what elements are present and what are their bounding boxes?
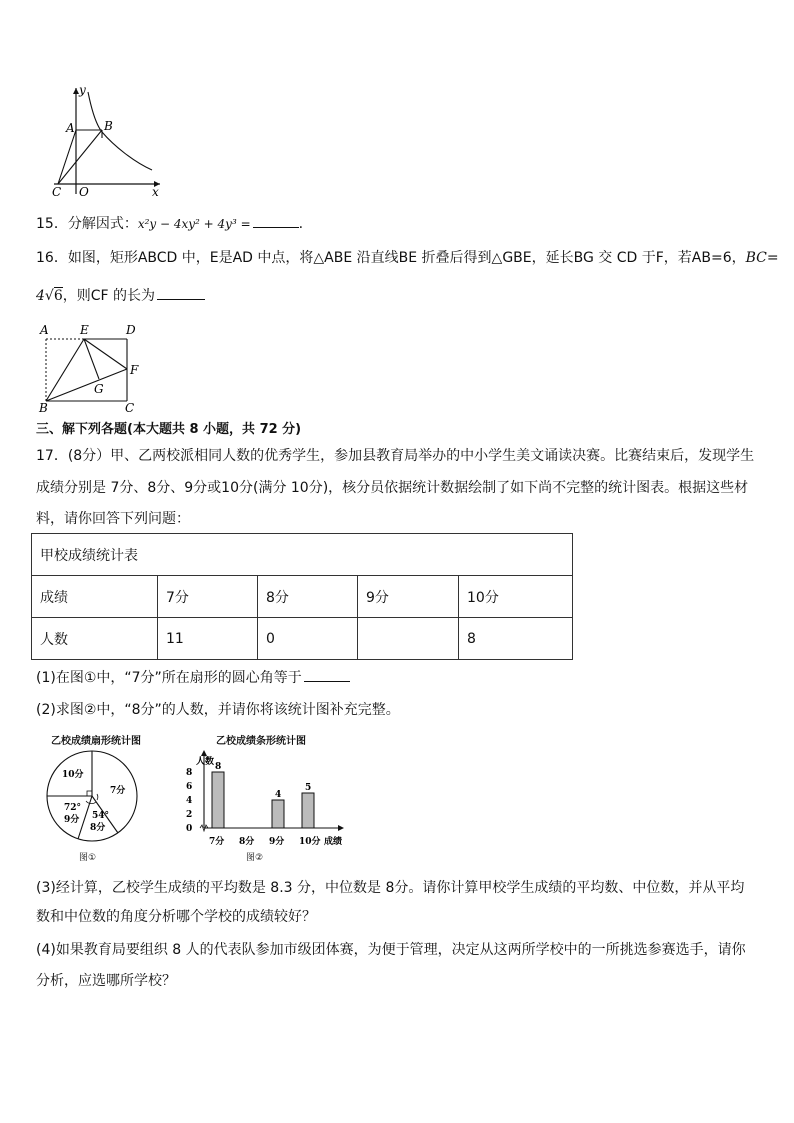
label-G: G [94, 382, 104, 396]
label-y: y [79, 83, 86, 97]
y-tick-label: 4 [186, 796, 193, 806]
label-x: x [152, 185, 159, 199]
sub4-line2: 分析，应选哪所学校？ [36, 973, 176, 989]
table-header-row [32, 576, 573, 618]
pie-chart [40, 744, 144, 848]
y-tick-label: 2 [186, 810, 193, 820]
table-row [32, 618, 573, 660]
question-16-line2: 4√6，则CF 的长为 [36, 285, 205, 306]
label-E: E [80, 323, 89, 337]
q16-line1: 16．如图，矩形ABCD 中，E是AD 中点，将△ABE 沿直线BE 折叠后得到△GBE，延长BG 交 CD 于F，若AB=6， [36, 250, 746, 266]
q15-text: 15．分解因式： [36, 216, 138, 232]
label-A: A [40, 323, 49, 337]
bar-data-label: 8 [215, 762, 222, 772]
table-cell: 成绩 [32, 576, 158, 618]
label-C: C [52, 185, 62, 199]
y-tick-label: 6 [186, 782, 193, 792]
hyperbola-curve [88, 92, 152, 170]
x-category-label: 10分 [299, 837, 321, 847]
bar [212, 772, 224, 828]
table-cell: 9分 [358, 576, 459, 618]
pie-label-10: 10分 [62, 770, 84, 780]
pie-label-54deg: 54° [92, 811, 110, 821]
pie-label-8: 8分 [90, 823, 106, 833]
bar [302, 793, 314, 828]
bar-data-label: 4 [275, 790, 282, 800]
bar-ylabel: 人数 [196, 757, 215, 767]
q15-end: . [298, 216, 304, 232]
bar [272, 800, 284, 828]
table-cell [358, 618, 459, 660]
q16-coef: 4 [36, 288, 45, 304]
q15-answer-blank [253, 213, 299, 228]
sub4-line1: (4)如果教育局要组织 8 人的代表队参加市级团体赛，为便于管理，决定从这两所学校中的一所挑选参赛选手，请你 [36, 942, 746, 958]
sub1-answer-blank [304, 667, 350, 682]
pie-caption: 图① [79, 853, 97, 863]
table-cell: 8分 [258, 576, 358, 618]
hyperbola-figure [48, 82, 168, 200]
pie-label-7: 7分 [110, 786, 126, 796]
x-category-label: 8分 [239, 837, 255, 847]
label-D: D [126, 323, 136, 337]
table-cell: 11 [158, 618, 258, 660]
sub1-text: (1)在图①中，“7分”所在扇形的圆心角等于 [36, 670, 302, 686]
q16-line2: ，则CF 的长为 [62, 288, 156, 304]
q17-line2: 成绩分别是 7分、8分、9分或10分(满分 10分)，核分员依据统计数据绘制了如下尚不完整的统计图表。根据这些材 [36, 480, 749, 496]
question-15 [36, 213, 303, 234]
table-cell: 8 [459, 618, 573, 660]
table-cell: 10分 [459, 576, 573, 618]
pie-chart-title: 乙校成绩扇形统计图 [51, 736, 141, 747]
y-tick-label: 8 [186, 768, 193, 778]
bar-caption: 图② [246, 853, 264, 863]
sub-question-1 [36, 667, 350, 688]
question-16-line1 [36, 248, 779, 268]
label-B: B [39, 401, 48, 413]
bar-chart [178, 744, 368, 860]
q16-radicand: 6 [53, 288, 63, 304]
label-C: C [125, 401, 135, 413]
table-cell: 0 [258, 618, 358, 660]
label-B: B [104, 119, 113, 133]
q17-line1: 17．(8分）甲、乙两校派相同人数的优秀学生，参加县教育局举办的中小学生美文诵读决赛。比赛结束后，发现学生 [36, 448, 755, 464]
bar-chart-title: 乙校成绩条形统计图 [216, 736, 306, 747]
sub3-line2: 数和中位数的角度分析哪个学校的成绩较好？ [36, 909, 316, 925]
q15-expr: x²y − 4xy² + 4y³ = [137, 217, 251, 231]
q17-line3: 料，请你回答下列问题： [36, 511, 190, 527]
sub-question-2: (2)求图②中，“8分”的人数，并请你将该统计图补充完整。 [36, 702, 400, 718]
sub3-line1: (3)经计算，乙校学生成绩的平均数是 8.3 分，中位数是 8分。请你计算甲校学生成绩的平均数、中位数，并从平均 [36, 880, 745, 896]
section-heading: 三、解下列各题(本大题共 8 小题，共 72 分) [36, 422, 302, 437]
bar-xlabel: 成绩 [324, 837, 343, 847]
table-cell: 7分 [158, 576, 258, 618]
q16-bc: BC= [745, 250, 779, 266]
label-A: A [66, 121, 75, 135]
pie-label-9: 9分 [64, 815, 80, 825]
label-F: F [130, 363, 139, 377]
table-cell: 人数 [32, 618, 158, 660]
school-a-score-table [31, 533, 573, 660]
x-category-label: 9分 [269, 837, 285, 847]
q16-answer-blank [157, 285, 205, 300]
label-O: O [79, 185, 89, 199]
bar-data-label: 5 [305, 783, 312, 793]
rectangle-figure [34, 321, 146, 413]
x-category-label: 7分 [209, 837, 225, 847]
pie-label-72deg: 72° [64, 803, 82, 813]
y-tick-label: 0 [186, 824, 193, 834]
table-title: 甲校成绩统计表 [32, 534, 573, 576]
